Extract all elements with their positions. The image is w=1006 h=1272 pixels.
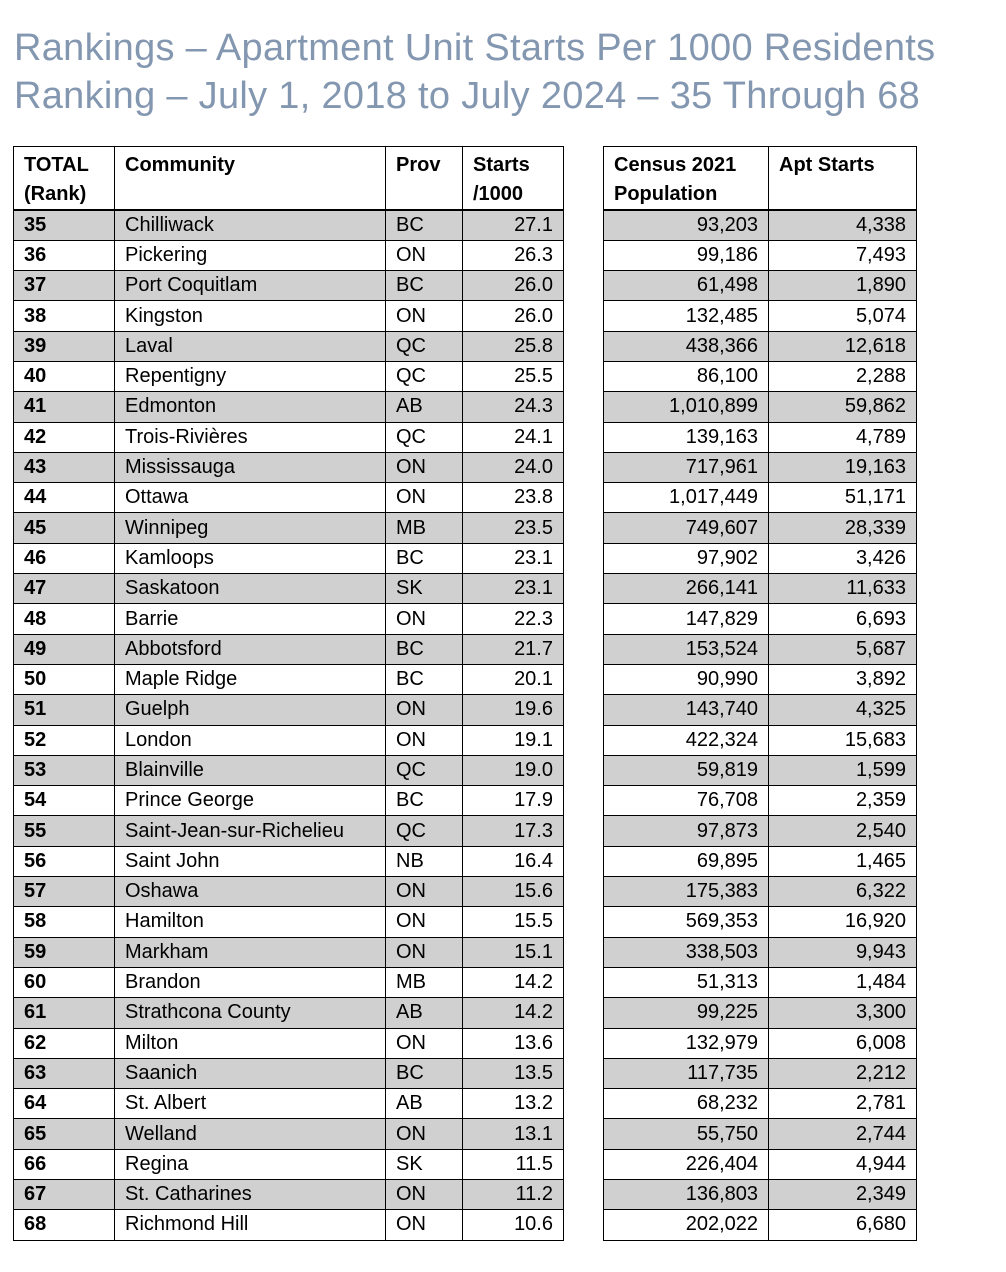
- table-row: [14, 725, 917, 755]
- population-cell: 68,232: [604, 1089, 769, 1119]
- community-cell: Kingston: [115, 301, 386, 331]
- population-cell: 93,203: [604, 210, 769, 240]
- table-row: [14, 543, 917, 573]
- population-cell: 51,313: [604, 967, 769, 997]
- apt-starts-cell: 2,212: [769, 1058, 917, 1088]
- starts-cell: 20.1: [463, 664, 564, 694]
- community-cell: Saint John: [115, 846, 386, 876]
- population-cell: 143,740: [604, 695, 769, 725]
- community-cell: Trois-Rivières: [115, 422, 386, 452]
- population-cell: 147,829: [604, 604, 769, 634]
- apt-starts-cell: 3,892: [769, 664, 917, 694]
- starts-cell: 23.5: [463, 513, 564, 543]
- spacer-cell: [564, 1058, 604, 1088]
- rank-cell: 64: [14, 1089, 115, 1119]
- spacer-cell: [564, 271, 604, 301]
- apt-starts-cell: 1,484: [769, 967, 917, 997]
- table-row: [14, 755, 917, 785]
- spacer-cell: [564, 574, 604, 604]
- starts-cell: 25.5: [463, 361, 564, 391]
- community-cell: Guelph: [115, 695, 386, 725]
- prov-cell: BC: [386, 634, 463, 664]
- population-cell: 76,708: [604, 786, 769, 816]
- rank-cell: 47: [14, 574, 115, 604]
- starts-cell: 15.5: [463, 907, 564, 937]
- population-cell: 438,366: [604, 331, 769, 361]
- community-cell: Saint-Jean-sur-Richelieu: [115, 816, 386, 846]
- apt-starts-cell: 9,943: [769, 937, 917, 967]
- population-cell: 59,819: [604, 755, 769, 785]
- table-row: [14, 695, 917, 725]
- table-row: [14, 604, 917, 634]
- starts-cell: 25.8: [463, 331, 564, 361]
- rank-cell: 52: [14, 725, 115, 755]
- starts-cell: 23.8: [463, 483, 564, 513]
- table-row: [14, 907, 917, 937]
- community-cell: Brandon: [115, 967, 386, 997]
- community-cell: Pickering: [115, 240, 386, 270]
- table-header-row: [14, 147, 917, 211]
- spacer-cell: [564, 1089, 604, 1119]
- prov-cell: QC: [386, 361, 463, 391]
- apt-starts-cell: 59,862: [769, 392, 917, 422]
- rank-cell: 48: [14, 604, 115, 634]
- spacer-cell: [564, 1210, 604, 1240]
- prov-cell: ON: [386, 937, 463, 967]
- table-row: [14, 634, 917, 664]
- apt-starts-cell: 2,288: [769, 361, 917, 391]
- population-cell: 226,404: [604, 1149, 769, 1179]
- population-cell: 86,100: [604, 361, 769, 391]
- spacer-cell: [564, 1119, 604, 1149]
- community-cell: Prince George: [115, 786, 386, 816]
- prov-cell: SK: [386, 1149, 463, 1179]
- rank-cell: 35: [14, 210, 115, 240]
- rank-cell: 41: [14, 392, 115, 422]
- spacer-cell: [564, 695, 604, 725]
- starts-cell: 13.1: [463, 1119, 564, 1149]
- spacer-cell: [564, 452, 604, 482]
- apt-starts-cell: 1,890: [769, 271, 917, 301]
- prov-cell: MB: [386, 967, 463, 997]
- prov-cell: ON: [386, 1028, 463, 1058]
- spacer-cell: [564, 543, 604, 573]
- population-cell: 61,498: [604, 271, 769, 301]
- community-cell: St. Albert: [115, 1089, 386, 1119]
- prov-cell: AB: [386, 998, 463, 1028]
- rank-cell: 38: [14, 301, 115, 331]
- table-row: [14, 1058, 917, 1088]
- population-cell: 266,141: [604, 574, 769, 604]
- title-line-1: Rankings – Apartment Unit Starts Per 1000 Residents: [14, 27, 936, 69]
- rank-cell: 53: [14, 755, 115, 785]
- rankings-table: [13, 146, 917, 1241]
- rank-cell: 62: [14, 1028, 115, 1058]
- rank-cell: 66: [14, 1149, 115, 1179]
- apt-starts-cell: 5,687: [769, 634, 917, 664]
- prov-cell: SK: [386, 574, 463, 604]
- apt-starts-cell: 2,540: [769, 816, 917, 846]
- spacer-cell: [564, 392, 604, 422]
- spacer-cell: [564, 240, 604, 270]
- rank-cell: 36: [14, 240, 115, 270]
- community-cell: Markham: [115, 937, 386, 967]
- spacer-cell: [564, 331, 604, 361]
- page-title: [14, 24, 935, 120]
- table-row: [14, 1028, 917, 1058]
- spacer-cell: [564, 210, 604, 240]
- rank-cell: 46: [14, 543, 115, 573]
- population-cell: 153,524: [604, 634, 769, 664]
- apt-starts-cell: 11,633: [769, 574, 917, 604]
- spacer-cell: [564, 877, 604, 907]
- starts-cell: 27.1: [463, 210, 564, 240]
- starts-cell: 16.4: [463, 846, 564, 876]
- rank-cell: 42: [14, 422, 115, 452]
- community-cell: Strathcona County: [115, 998, 386, 1028]
- prov-cell: ON: [386, 877, 463, 907]
- prov-cell: ON: [386, 695, 463, 725]
- title-line-2: Ranking – July 1, 2018 to July 2024 – 35 Through 68: [14, 75, 921, 117]
- rank-cell: 67: [14, 1180, 115, 1210]
- starts-cell: 23.1: [463, 543, 564, 573]
- table-row: [14, 967, 917, 997]
- prov-cell: BC: [386, 664, 463, 694]
- rank-cell: 39: [14, 331, 115, 361]
- table-row: [14, 271, 917, 301]
- starts-cell: 26.0: [463, 301, 564, 331]
- community-cell: Abbotsford: [115, 634, 386, 664]
- starts-cell: 24.1: [463, 422, 564, 452]
- table-row: [14, 210, 917, 240]
- prov-cell: ON: [386, 604, 463, 634]
- population-cell: 338,503: [604, 937, 769, 967]
- prov-cell: NB: [386, 846, 463, 876]
- population-cell: 136,803: [604, 1180, 769, 1210]
- starts-cell: 24.0: [463, 452, 564, 482]
- community-cell: Mississauga: [115, 452, 386, 482]
- rank-cell: 45: [14, 513, 115, 543]
- community-cell: Repentigny: [115, 361, 386, 391]
- spacer-cell: [564, 361, 604, 391]
- starts-cell: 22.3: [463, 604, 564, 634]
- apt-starts-cell: 16,920: [769, 907, 917, 937]
- spacer-column: [564, 147, 604, 211]
- apt-starts-cell: 4,338: [769, 210, 917, 240]
- population-cell: 97,902: [604, 543, 769, 573]
- community-cell: Milton: [115, 1028, 386, 1058]
- population-cell: 1,010,899: [604, 392, 769, 422]
- prov-cell: BC: [386, 271, 463, 301]
- spacer-cell: [564, 1149, 604, 1179]
- table-row: [14, 1210, 917, 1240]
- community-cell: Oshawa: [115, 877, 386, 907]
- apt-starts-cell: 12,618: [769, 331, 917, 361]
- apt-starts-cell: 19,163: [769, 452, 917, 482]
- table-row: [14, 877, 917, 907]
- apt-starts-cell: 7,493: [769, 240, 917, 270]
- apt-starts-cell: 1,465: [769, 846, 917, 876]
- table-body: [14, 210, 917, 1240]
- spacer-cell: [564, 998, 604, 1028]
- apt-starts-cell: 6,322: [769, 877, 917, 907]
- prov-cell: BC: [386, 786, 463, 816]
- apt-starts-cell: 4,789: [769, 422, 917, 452]
- starts-cell: 15.6: [463, 877, 564, 907]
- prov-cell: MB: [386, 513, 463, 543]
- prov-cell: BC: [386, 543, 463, 573]
- table-row: [14, 1119, 917, 1149]
- spacer-cell: [564, 1028, 604, 1058]
- table-row: [14, 1149, 917, 1179]
- community-cell: Hamilton: [115, 907, 386, 937]
- table-row: [14, 452, 917, 482]
- table-row: [14, 574, 917, 604]
- table-row: [14, 1180, 917, 1210]
- rank-cell: 68: [14, 1210, 115, 1240]
- table-row: [14, 937, 917, 967]
- population-cell: 422,324: [604, 725, 769, 755]
- table-row: [14, 816, 917, 846]
- table-row: [14, 483, 917, 513]
- spacer-cell: [564, 1180, 604, 1210]
- apt-starts-cell: 3,300: [769, 998, 917, 1028]
- starts-cell: 26.0: [463, 271, 564, 301]
- rank-cell: 65: [14, 1119, 115, 1149]
- apt-starts-cell: 3,426: [769, 543, 917, 573]
- apt-starts-cell: 2,781: [769, 1089, 917, 1119]
- header-prov: Prov: [386, 147, 463, 211]
- community-cell: Richmond Hill: [115, 1210, 386, 1240]
- starts-cell: 11.5: [463, 1149, 564, 1179]
- starts-cell: 19.0: [463, 755, 564, 785]
- apt-starts-cell: 15,683: [769, 725, 917, 755]
- prov-cell: ON: [386, 483, 463, 513]
- starts-cell: 26.3: [463, 240, 564, 270]
- table-row: [14, 1089, 917, 1119]
- header-apt-starts: Apt Starts: [769, 147, 917, 211]
- rank-cell: 56: [14, 846, 115, 876]
- rank-cell: 60: [14, 967, 115, 997]
- table-row: [14, 392, 917, 422]
- spacer-cell: [564, 483, 604, 513]
- prov-cell: ON: [386, 301, 463, 331]
- spacer-cell: [564, 846, 604, 876]
- rank-cell: 57: [14, 877, 115, 907]
- starts-cell: 13.5: [463, 1058, 564, 1088]
- population-cell: 117,735: [604, 1058, 769, 1088]
- community-cell: Winnipeg: [115, 513, 386, 543]
- starts-cell: 10.6: [463, 1210, 564, 1240]
- population-cell: 717,961: [604, 452, 769, 482]
- rank-cell: 50: [14, 664, 115, 694]
- community-cell: Maple Ridge: [115, 664, 386, 694]
- apt-starts-cell: 1,599: [769, 755, 917, 785]
- population-cell: 569,353: [604, 907, 769, 937]
- apt-starts-cell: 2,744: [769, 1119, 917, 1149]
- table-row: [14, 786, 917, 816]
- rank-cell: 51: [14, 695, 115, 725]
- table-row: [14, 240, 917, 270]
- starts-cell: 24.3: [463, 392, 564, 422]
- spacer-cell: [564, 513, 604, 543]
- starts-cell: 21.7: [463, 634, 564, 664]
- starts-cell: 13.2: [463, 1089, 564, 1119]
- prov-cell: AB: [386, 1089, 463, 1119]
- prov-cell: AB: [386, 392, 463, 422]
- population-cell: 99,186: [604, 240, 769, 270]
- rank-cell: 40: [14, 361, 115, 391]
- table-row: [14, 664, 917, 694]
- starts-cell: 19.6: [463, 695, 564, 725]
- spacer-cell: [564, 604, 604, 634]
- apt-starts-cell: 4,325: [769, 695, 917, 725]
- prov-cell: ON: [386, 240, 463, 270]
- apt-starts-cell: 28,339: [769, 513, 917, 543]
- apt-starts-cell: 2,349: [769, 1180, 917, 1210]
- rank-cell: 44: [14, 483, 115, 513]
- table-row: [14, 422, 917, 452]
- header-community: Community: [115, 147, 386, 211]
- apt-starts-cell: 6,680: [769, 1210, 917, 1240]
- spacer-cell: [564, 664, 604, 694]
- community-cell: Welland: [115, 1119, 386, 1149]
- rank-cell: 61: [14, 998, 115, 1028]
- starts-cell: 17.9: [463, 786, 564, 816]
- community-cell: St. Catharines: [115, 1180, 386, 1210]
- population-cell: 69,895: [604, 846, 769, 876]
- starts-cell: 17.3: [463, 816, 564, 846]
- prov-cell: ON: [386, 907, 463, 937]
- starts-cell: 23.1: [463, 574, 564, 604]
- header-census-population: Census 2021 Population: [604, 147, 769, 211]
- starts-cell: 15.1: [463, 937, 564, 967]
- prov-cell: BC: [386, 1058, 463, 1088]
- community-cell: Blainville: [115, 755, 386, 785]
- prov-cell: QC: [386, 816, 463, 846]
- apt-starts-cell: 4,944: [769, 1149, 917, 1179]
- header-rank: TOTAL (Rank): [14, 147, 115, 211]
- prov-cell: BC: [386, 210, 463, 240]
- spacer-cell: [564, 755, 604, 785]
- spacer-cell: [564, 725, 604, 755]
- rank-cell: 58: [14, 907, 115, 937]
- spacer-cell: [564, 786, 604, 816]
- population-cell: 1,017,449: [604, 483, 769, 513]
- spacer-cell: [564, 634, 604, 664]
- population-cell: 749,607: [604, 513, 769, 543]
- community-cell: London: [115, 725, 386, 755]
- population-cell: 175,383: [604, 877, 769, 907]
- community-cell: Chilliwack: [115, 210, 386, 240]
- starts-cell: 14.2: [463, 998, 564, 1028]
- population-cell: 139,163: [604, 422, 769, 452]
- spacer-cell: [564, 422, 604, 452]
- rank-cell: 63: [14, 1058, 115, 1088]
- table-row: [14, 846, 917, 876]
- community-cell: Saanich: [115, 1058, 386, 1088]
- rank-cell: 54: [14, 786, 115, 816]
- header-starts-per-1000: Starts /1000: [463, 147, 564, 211]
- prov-cell: ON: [386, 1180, 463, 1210]
- prov-cell: QC: [386, 331, 463, 361]
- starts-cell: 19.1: [463, 725, 564, 755]
- population-cell: 90,990: [604, 664, 769, 694]
- population-cell: 99,225: [604, 998, 769, 1028]
- population-cell: 55,750: [604, 1119, 769, 1149]
- population-cell: 202,022: [604, 1210, 769, 1240]
- spacer-cell: [564, 816, 604, 846]
- table-row: [14, 331, 917, 361]
- table-row: [14, 998, 917, 1028]
- community-cell: Port Coquitlam: [115, 271, 386, 301]
- community-cell: Regina: [115, 1149, 386, 1179]
- starts-cell: 13.6: [463, 1028, 564, 1058]
- prov-cell: QC: [386, 422, 463, 452]
- population-cell: 97,873: [604, 816, 769, 846]
- community-cell: Laval: [115, 331, 386, 361]
- apt-starts-cell: 6,693: [769, 604, 917, 634]
- starts-cell: 14.2: [463, 967, 564, 997]
- table-row: [14, 513, 917, 543]
- population-cell: 132,485: [604, 301, 769, 331]
- prov-cell: ON: [386, 1119, 463, 1149]
- community-cell: Kamloops: [115, 543, 386, 573]
- population-cell: 132,979: [604, 1028, 769, 1058]
- starts-cell: 11.2: [463, 1180, 564, 1210]
- spacer-cell: [564, 937, 604, 967]
- prov-cell: ON: [386, 452, 463, 482]
- rank-cell: 55: [14, 816, 115, 846]
- spacer-cell: [564, 301, 604, 331]
- rank-cell: 43: [14, 452, 115, 482]
- community-cell: Ottawa: [115, 483, 386, 513]
- apt-starts-cell: 51,171: [769, 483, 917, 513]
- rank-cell: 59: [14, 937, 115, 967]
- spacer-cell: [564, 907, 604, 937]
- community-cell: Edmonton: [115, 392, 386, 422]
- community-cell: Saskatoon: [115, 574, 386, 604]
- rank-cell: 37: [14, 271, 115, 301]
- apt-starts-cell: 5,074: [769, 301, 917, 331]
- table-row: [14, 301, 917, 331]
- community-cell: Barrie: [115, 604, 386, 634]
- prov-cell: ON: [386, 725, 463, 755]
- prov-cell: ON: [386, 1210, 463, 1240]
- apt-starts-cell: 6,008: [769, 1028, 917, 1058]
- apt-starts-cell: 2,359: [769, 786, 917, 816]
- prov-cell: QC: [386, 755, 463, 785]
- spacer-cell: [564, 967, 604, 997]
- table-row: [14, 361, 917, 391]
- rank-cell: 49: [14, 634, 115, 664]
